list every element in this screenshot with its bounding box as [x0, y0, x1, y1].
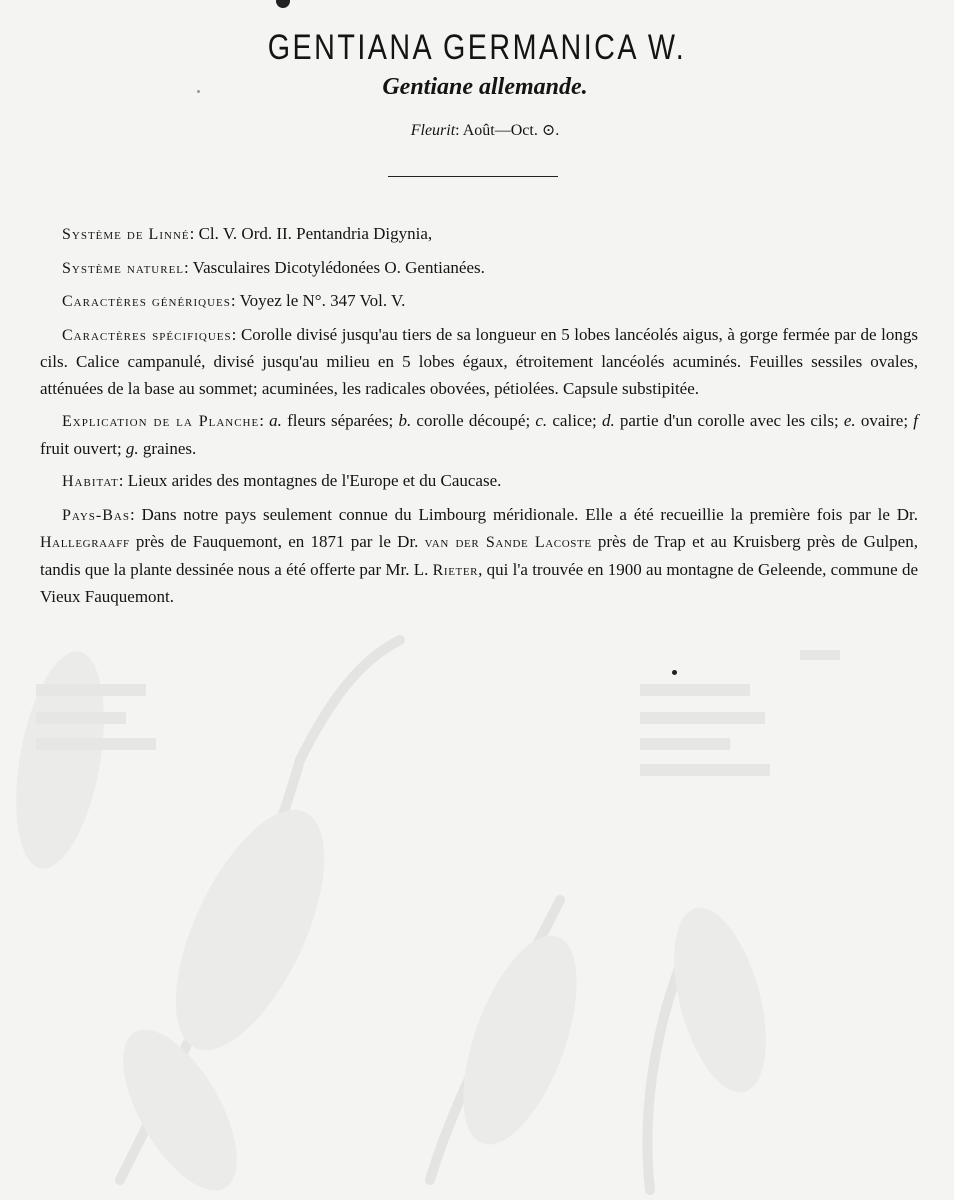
figure-letter: e.: [843, 411, 856, 430]
section-text: : Cl. V. Ord. II. Pentandria Digynia,: [189, 224, 433, 243]
section-label: Système de Linné: [62, 226, 190, 243]
section-text: : Voyez le N°. 347 Vol. V.: [230, 291, 406, 310]
section-specifiques: [40, 322, 918, 403]
ink-blot: [276, 0, 290, 8]
section-label: Caractères spécifiques: [62, 326, 232, 344]
section-text: corolle découpé;: [411, 411, 536, 430]
page-subtitle: Gentiane allemande.: [382, 74, 588, 100]
figure-letter: f: [913, 411, 918, 430]
description-body: [40, 221, 918, 617]
person-name: Rieter: [432, 561, 479, 579]
section-text: ovaire;: [855, 411, 914, 430]
figure-letter: c.: [535, 411, 548, 430]
section-label: Pays-Bas: [62, 506, 130, 524]
section-text: calice;: [547, 411, 602, 430]
section-label: Explication de la Planche: [62, 413, 260, 430]
section-text: graines.: [138, 438, 197, 458]
section-text: , qui l'a trouvée en 1900 au montagne de Geleende, commune de Vieux Fauquemont.: [40, 559, 918, 606]
section-label: Habitat: [62, 473, 119, 490]
section-text: :: [259, 411, 270, 430]
person-name: Hallegraaff: [40, 534, 130, 551]
section-linne: [40, 221, 918, 249]
ink-speck: [672, 670, 677, 675]
section-habitat: [40, 468, 918, 496]
figure-letter: a.: [269, 411, 282, 430]
section-generiques: [40, 288, 918, 316]
section-text: : Vasculaires Dicotylédonées O. Gentianées.: [184, 257, 485, 277]
section-naturel: [40, 255, 918, 283]
figure-letter: d.: [601, 411, 615, 430]
figure-letter: b.: [398, 411, 412, 430]
section-label: Système naturel: [62, 259, 185, 277]
page-title: GENTIANA GERMANICA W.: [267, 28, 687, 67]
section-text: partie d'un corolle avec les cils;: [614, 411, 844, 430]
section-text: fruit ouvert;: [40, 438, 126, 458]
flowering-value: : Août—Oct. ⊙.: [455, 122, 560, 139]
section-text: : Corolle divisé jusqu'au tiers de sa longueur en 5 lobes lancéolés aigus, à gorge fermée par de longs cils. Calice campanulé, divisé jusqu'au milieu en 5 lobes égaux, étroitement lancéolés acuminés. Feuilles sessiles ovales, atténuées de la base au sommet; acuminées, les radicales obovées, pétiolées. Capsule substipitée.: [40, 324, 918, 398]
title-divider: [388, 176, 558, 177]
section-text: : Lieux arides des montagnes de l'Europe et du Caucase.: [118, 471, 502, 490]
section-text: près de Trap et au Kruisberg près de Gulpen, tandis que la plante dessinée nous a été offerte par Mr. L.: [40, 532, 918, 579]
section-paysbas: [40, 502, 918, 611]
section-text: près de Fauquemont, en 1871 par le Dr.: [129, 532, 425, 551]
flowering-period: [8, 120, 954, 140]
section-label: Caractères génériques: [62, 293, 231, 310]
figure-letter: g.: [125, 438, 139, 458]
section-text: fleurs séparées;: [281, 411, 399, 430]
flowering-label: Fleurit: [410, 122, 456, 139]
section-explication: [40, 408, 918, 462]
person-name: van der Sande Lacoste: [424, 534, 592, 551]
section-text: : Dans notre pays seulement connue du Limbourg méridionale. Elle a été recueillie la première fois par le Dr.: [129, 504, 918, 524]
